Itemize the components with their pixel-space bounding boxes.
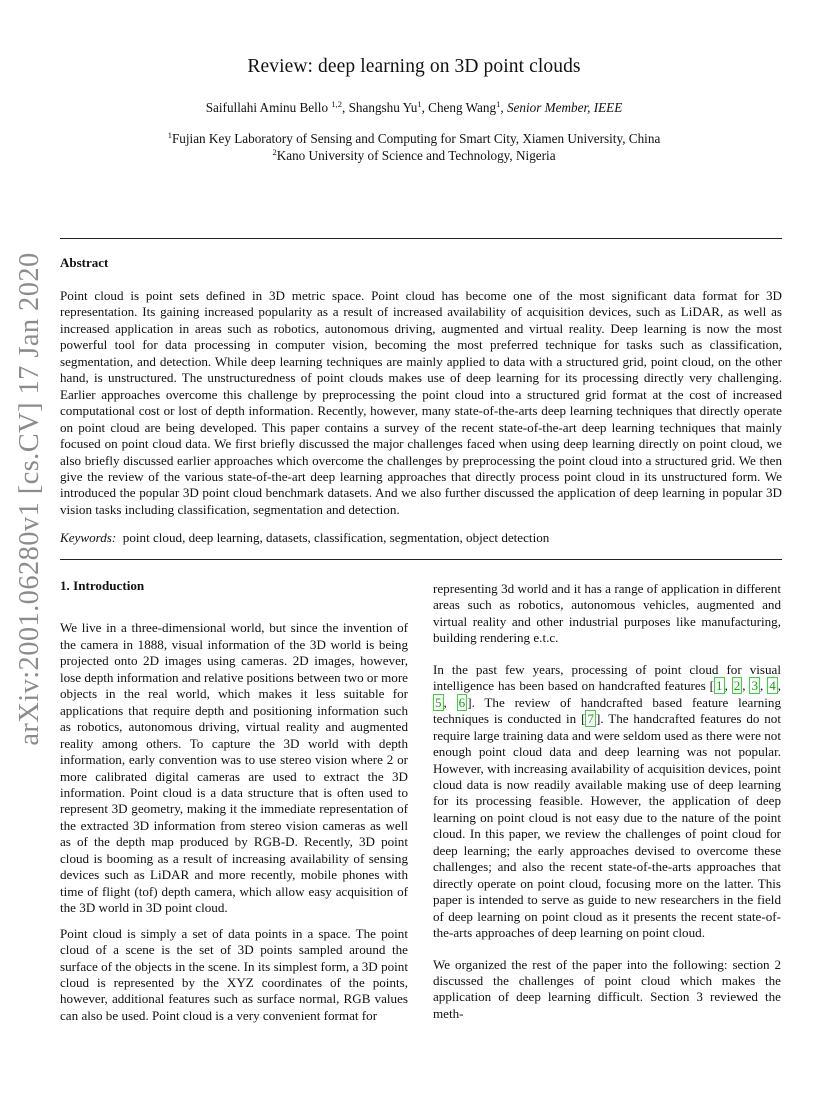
affiliation-text: Fujian Key Laboratory of Sensing and Computing for Smart City, Xiamen University, China	[171, 131, 661, 146]
author-affiliation-marker: 1	[496, 99, 501, 109]
paragraph-text: . The handcrafted features do not require large training data and were seldom used as there were not enough point cloud data and deep learning was not popular. However, with increasing availability of acquisition devices, point cloud data is now readily available making use of deep learning for its processing feasible. However, the application of deep learning on point cloud is not easy due to the nature of the point cloud. In this paper, we review the challenges of point cloud for deep learning; the early approaches devised to overcome these challenges; and also the recent state-of-the-arts approaches that directly operate on point cloud, focusing more on the latter. This paper is intended to serve as guide to new researchers in the field of deep learning on point cloud as it presents the recent state-of-the-arts approaches of deep learning on point cloud.	[433, 711, 781, 941]
affiliation-1	[0, 131, 828, 147]
intro-paragraph-continued: representing 3d world and it has a range of application in different areas such as robotics, autonomous vehicles, augmented and virtual reality and other industrial purposes like manufacturing, building rendering e.t.c.	[433, 581, 781, 646]
section-heading-introduction: 1. Introduction	[60, 578, 145, 593]
affiliation-marker: 2	[272, 147, 277, 157]
keywords-label: Keywords:	[60, 530, 117, 545]
author-separator: ,	[500, 100, 507, 115]
citation-link[interactable]: 5	[435, 694, 442, 710]
paragraph-text: In the past few years, processing of point cloud for visual intelligence has been based on handcrafted features	[433, 661, 781, 694]
intro-paragraph-2: Point cloud is simply a set of data points in a space. The point cloud of a scene is the set of 3D points sampled around the surface of the objects in the scene. In its simplest form, a 3D point cloud is represented by the XYZ coordinates of the points, however, additional features such as surface normal, RGB values can also be used. Point cloud is a very convenient format for	[60, 925, 408, 1023]
citation-link[interactable]: 3	[751, 678, 759, 694]
abstract-bottom-rule	[60, 559, 782, 560]
right-column	[433, 581, 781, 1031]
citation-link[interactable]: 6	[458, 694, 466, 710]
paper-title: Review: deep learning on 3D point clouds	[247, 56, 581, 77]
citation-group: [ 1 , 2 , 3 , 4 , 5 , 6 ]	[435, 678, 782, 710]
abstract-heading: Abstract	[60, 255, 109, 270]
left-column	[60, 578, 408, 1033]
author-affiliation-marker: 1,2	[331, 99, 342, 109]
intro-paragraph-3: In the past few years, processing of point cloud for visual intelligence has been based on handcrafted features [ 1 , 2 , 3 , 4 , 5 , 6 ]. The review of handcrafted based feature learning techniques is conducted in [ 7 ]. The handcrafted features do not require large training data and were seldom used as there were not enough point cloud data and deep learning was not popular. However, with increasing availability of acquisition devices, point cloud data is now readily available making use of deep learning for its processing feasible. However, the application of deep learning on point cloud is not easy due to the nature of the point cloud. In this paper, we review the challenges of point cloud for deep learning; the early approaches devised to overcome these challenges; and also the recent state-of-the-arts approaches that directly operate on point cloud, focusing more on the latter. This paper is intended to serve as guide to new researchers in the field of deep learning on point cloud as it presents the recent state-of-the-arts approaches of deep learning on point cloud.	[433, 661, 782, 941]
author-list	[0, 100, 828, 116]
abstract-text: Point cloud is point sets defined in 3D metric space. Point cloud has become one of the most significant data format for 3D representation. Its gaining increased popularity as a result of increased availability of acquisition devices, such as LiDAR, as well as increased application in areas such as robotics, autonomous driving, augmented and virtual reality. Deep learning is now the most powerful tool for data processing in computer vision, becoming the most preferred technique for tasks such as classification, segmentation, and detection. While deep learning techniques are mainly applied to data with a structured grid, point cloud, on the other hand, is unstructured. The unstructuredness of point clouds makes use of deep learning for its processing directly very challenging. Earlier approaches overcome this challenge by preprocessing the point cloud into a structured grid format at the cost of increased computational cost or lost of depth information. Recently, however, many state-of-the-arts deep learning techniques that directly operate on point cloud are being developed. This paper contains a survey of the recent state-of-the-art deep learning techniques that mainly focused on point cloud data. We first briefly discussed the major challenges faced when using deep learning directly on point cloud, we also briefly discussed earlier approaches which overcome the challenges by preprocessing the point cloud into a structured grid. We then give the review of the various state-of-the-art deep learning approaches that directly process point cloud in its unstructured form. We introduced the popular 3D point cloud benchmark datasets. And we also further discussed the application of deep learning in popular 3D vision tasks including classification, segmentation and detection.	[60, 288, 782, 517]
citation-link[interactable]: 4	[769, 678, 776, 694]
abstract-top-rule	[60, 238, 782, 239]
arxiv-identifier[interactable]: arXiv:2001.06280v1 [cs.CV] 17 Jan 2020	[14, 252, 45, 746]
citation-link[interactable]: 1	[716, 678, 723, 694]
author-name: Saifullahi Aminu Bello	[205, 100, 332, 115]
author-affiliation-marker: 1	[417, 99, 422, 109]
citation-link[interactable]: 7	[587, 711, 594, 727]
keywords-text: point cloud, deep learning, datasets, classification, segmentation, object detection	[122, 530, 550, 545]
paragraph-text: . The review of handcrafted based feature learning techniques is conducted in	[433, 694, 782, 727]
author-name: , Shangshu Yu	[341, 100, 418, 115]
affiliation-text: Kano University of Science and Technology, Nigeria	[276, 148, 556, 163]
intro-paragraph-4: We organized the rest of the paper into the following: section 2 discussed the challenges of point cloud which makes the application of deep learning difficult. Section 3 reviewed the meth-	[433, 956, 781, 1021]
author-name: , Cheng Wang	[421, 100, 497, 115]
intro-paragraph-1: We live in a three-dimensional world, but since the invention of the camera in 1888, visual information of the 3D world is being projected onto 2D images using cameras. 2D images, however, lose depth information and relative positions between two or more objects in the real world, which makes it less suitable for applications that require depth and positioning information such as robotics, autonomous driving, virtual reality and augmented reality among others. To capture the 3D world with depth information, early convention was to use stereo vision where 2 or more calibrated digital cameras are used to extract the 3D information. Point cloud is a data structure that is often used to represent 3D geometry, making it the immediate representation of the extracted 3D information from stereo vision cameras as well as of the depth map produced by RGB-D. Recently, 3D point cloud is booming as a result of increasing availability of sensing devices such as LiDAR and more recently, mobile phones with time of flight (tof) depth camera, which allow easy acquisition of the 3D world in 3D point cloud.	[60, 620, 408, 916]
arxiv-stamp	[8, 252, 52, 746]
keywords-line	[60, 530, 782, 546]
affiliation-marker: 1	[167, 130, 172, 140]
affiliation-2	[0, 148, 828, 164]
author-title: Senior Member, IEEE	[506, 100, 623, 115]
citation-link[interactable]: 2	[733, 678, 741, 694]
